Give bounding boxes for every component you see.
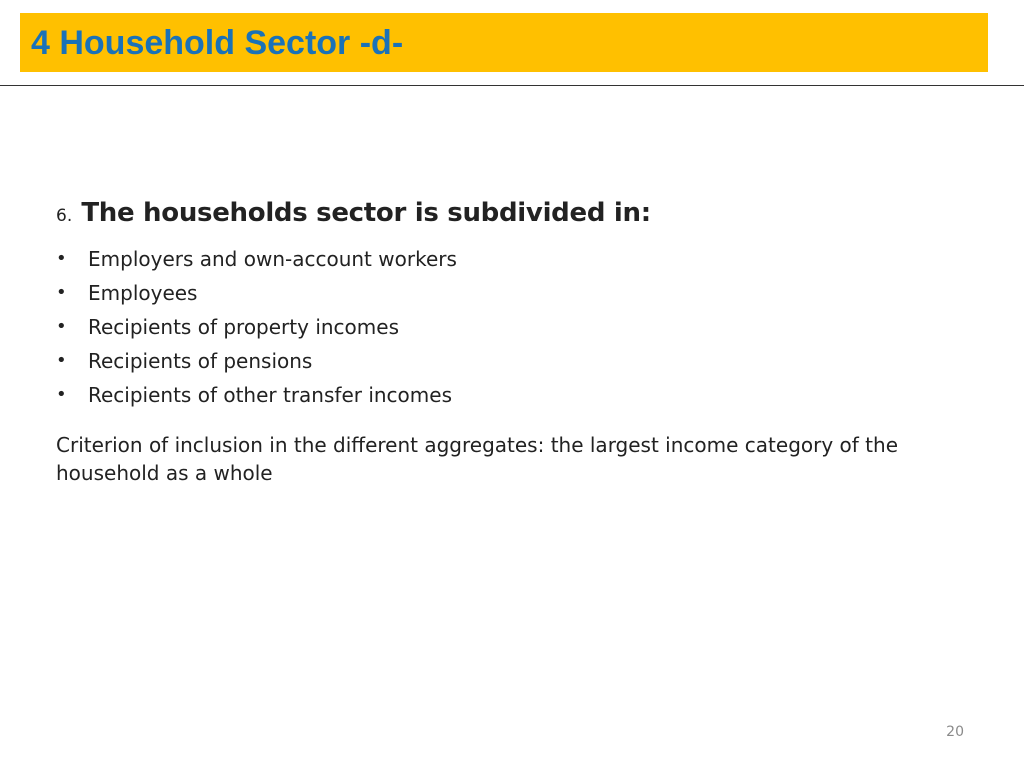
list-item-text: Employers and own-account workers <box>88 247 457 271</box>
bullet-icon: • <box>56 316 67 337</box>
list-item <box>56 344 956 378</box>
list-item-text: Recipients of pensions <box>88 349 313 373</box>
page-number: 20 <box>946 724 964 740</box>
bullet-icon: • <box>56 350 67 371</box>
title-bar <box>20 13 988 72</box>
list-item <box>56 310 956 344</box>
heading-number: 6. <box>56 206 73 226</box>
list-item-text: Recipients of other transfer incomes <box>88 383 452 407</box>
list-item-text: Employees <box>88 281 198 305</box>
heading-text: The households sector is subdivided in: <box>81 198 651 228</box>
bullet-icon: • <box>56 248 67 269</box>
list-item <box>56 242 956 276</box>
bullet-icon: • <box>56 384 67 405</box>
criterion-paragraph: Criterion of inclusion in the different aggregates: the largest income category of the household as a whole <box>56 433 898 485</box>
slide-title: 4 Household Sector -d- <box>31 24 404 62</box>
bullet-list <box>56 242 956 412</box>
list-item-text: Recipients of property incomes <box>88 315 399 339</box>
list-item <box>56 276 956 310</box>
list-item <box>56 378 956 412</box>
section-heading <box>56 198 956 242</box>
bullet-icon: • <box>56 282 67 303</box>
slide-content <box>56 198 956 487</box>
title-divider <box>0 85 1024 86</box>
